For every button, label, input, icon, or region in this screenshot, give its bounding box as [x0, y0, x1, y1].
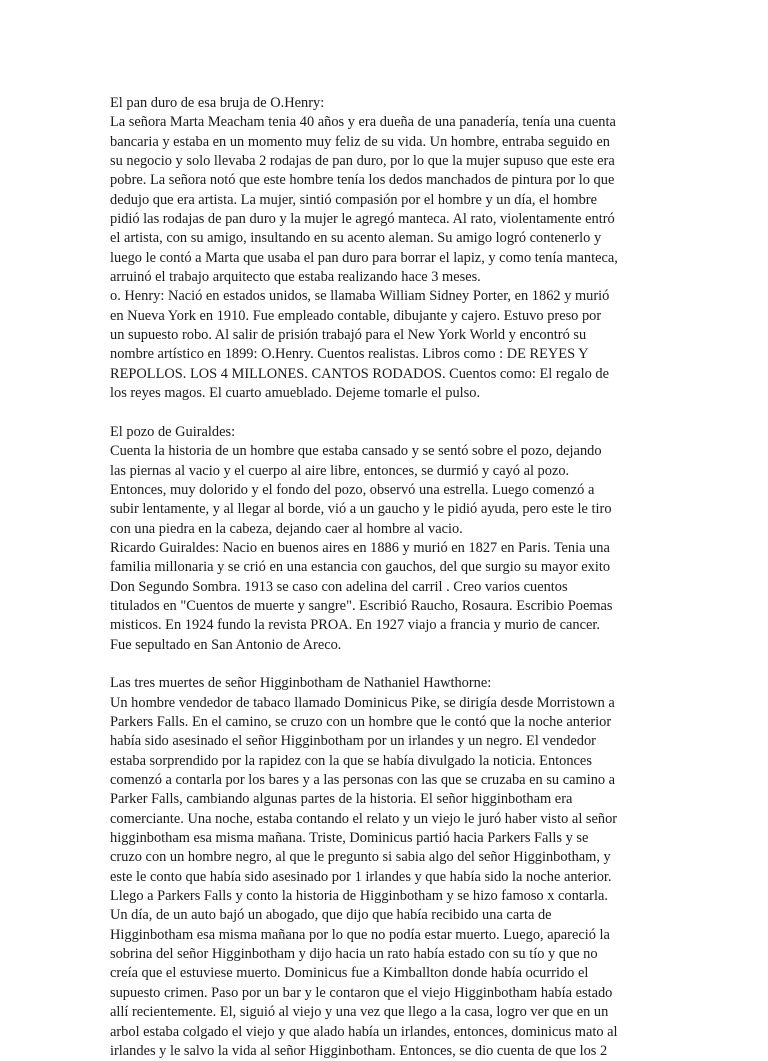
text-line: sobrina del señor Higginbotham y dijo hacia un rato había estado con su tío y que no [110, 946, 598, 963]
text-line: o. Henry: Nació en estados unidos, se llamaba William Sidney Porter, en 1862 y murió [110, 288, 610, 305]
section [110, 674, 728, 1061]
text-line: higginbotham esa misma mañana. Triste, Dominicus partió hacia Parkers Falls y se [110, 830, 589, 847]
text-line: Higginbotham esa misma mañana por lo que no podía estar muerto. Luego, apareció la [110, 926, 610, 943]
text-line: el artista, con su amigo, insultando en su acento aleman. Su amigo logró contenerlo y [110, 230, 602, 247]
text-line: Don Segundo Sombra. 1913 se caso con adelina del carril . Creo varios cuentos [110, 578, 568, 595]
text-line: cruzo con un hombre negro, al que le pregunto si sabia algo del señor Higginbotham, y [110, 849, 611, 866]
text-line: arruinó el trabajo arquitecto que estaba realizando hace 3 meses. [110, 269, 481, 286]
text-line: pidió las rodajas de pan duro y la mujer le agregó manteca. Al rato, violentamente entró [110, 211, 615, 228]
text-line: La señora Marta Meacham tenia 40 años y era dueña de una panadería, tenía una cuenta [110, 114, 616, 131]
text-line: Un hombre vendedor de tabaco llamado Dominicus Pike, se dirigía desde Morristown a [110, 694, 615, 711]
text-line: dedujo que era artista. La mujer, sintió compasión por el hombre y un día, el hombre [110, 191, 597, 208]
text-line: su negocio y solo llevaba 2 rodajas de pan duro, por lo que la mujer supuso que este era [110, 153, 615, 170]
paragraph-gap [110, 404, 728, 423]
text-line: había sido asesinado el señor Higginbotham por un irlandes y un negro. El vendedor [110, 733, 596, 750]
text-line: familia millonaria y se crió en una estancia con gauchos, del que surgio su mayor exito [110, 559, 611, 576]
text-line: Entonces, muy dolorido y el fondo del pozo, observó una estrella. Luego comenzó a [110, 481, 595, 498]
section-heading: El pozo de Guiraldes: [110, 423, 236, 440]
text-line: titulados en "Cuentos de muerte y sangre". Escribió Raucho, Rosaura. Escribio Poemas [110, 597, 613, 614]
text-line: Parkers Falls. En el camino, se cruzo con un hombre que le contó que la noche anterior [110, 714, 612, 730]
text-line: arbol estaba colgado el viejo y que alado había un irlandes, entonces, dominicus mato al [110, 1023, 618, 1040]
section [110, 423, 728, 655]
text-line: Parker Falls, cambiando algunas partes de la historia. El señor higginbotham era [110, 791, 573, 808]
text-line: las piernas al vacio y el cuerpo al aire libre, entonces, se durmió y cayó al pozo. [110, 462, 570, 479]
text-line: REPOLLOS. LOS 4 MILLONES. CANTOS RODADOS. Cuentos como: El regalo de [110, 365, 609, 382]
text-line: supuesto crimen. Paso por un bar y le contaron que el viejo Higginbotham había estado [110, 984, 613, 1001]
text-line: bancaria y estaba en un momento muy feliz de su vida. Un hombre, entraba seguido en [110, 133, 610, 150]
paragraph-gap [110, 655, 728, 674]
text-line: Ricardo Guiraldes: Nacio en buenos aires en 1886 y murió en 1827 en Paris. Tenia una [110, 539, 610, 556]
text-line: Fue sepultado en San Antonio de Areco. [110, 636, 342, 653]
text-line: Cuenta la historia de un hombre que estaba cansado y se sentó sobre el pozo, dejando [110, 443, 602, 460]
text-line: un supuesto robo. Al salir de prisión trabajó para el New York World y encontró su [110, 327, 587, 344]
text-line: Un día, de un auto bajó un abogado, que dijo que había recibido una carta de [110, 907, 552, 924]
text-line: creía que el estuviese muerto. Dominicus fue a Kimballton donde había ocurrido el [110, 965, 589, 982]
section-heading: Las tres muertes de señor Higginbotham de Nathaniel Hawthorne: [110, 675, 492, 692]
text-line: allí recientemente. El, siguió al viejo y una vez que llego a la casa, logro ver que en un [110, 1004, 609, 1021]
text-line: con una piedra en la cabeza, dejando caer al hombre al vacio. [110, 520, 463, 537]
text-line: luego le contó a Marta que usaba el pan duro para borrar el lapiz, y como tenía manteca, [110, 249, 618, 266]
text-line: pobre. La señora notó que este hombre tenía los dedos manchados de pintura por lo que [110, 172, 615, 189]
text-line: subir lentamente, y al llegar al borde, vió a un gaucho y le pidió ayuda, pero este le tiro [110, 501, 612, 518]
section [110, 94, 728, 404]
text-line: misticos. En 1924 fundo la revista PROA. En 1927 viajo a francia y murio de cancer. [110, 617, 600, 634]
text-line: comenzó a contarla por los bares y a las personas con las que se cruzaba en su camino a [110, 772, 616, 789]
text-line: en Nueva York en 1910. Fue empleado contable, dibujante y cajero. Estuvo preso por [110, 307, 602, 324]
text-line: comerciante. Una noche, estaba contando el relato y un viejo le juró haber visto al señor [110, 810, 618, 827]
text-line: nombre artístico en 1899: O.Henry. Cuentos realistas. Libros como : DE REYES Y [110, 346, 589, 363]
document-body [110, 94, 728, 1061]
section-heading: El pan duro de esa bruja de O.Henry: [110, 95, 325, 111]
text-line: Llego a Parkers Falls y conto la historia de Higginbotham y se hizo famoso x contarla. [110, 888, 608, 905]
text-line: este le conto que había sido asesinado por 1 irlandes y que había sido la noche anterior. [110, 868, 612, 885]
text-line: los reyes magos. El cuarto amueblado. Dejeme tomarle el pulso. [110, 385, 481, 402]
text-line: irlandes y le salvo la vida al señor Higginbotham. Entonces, se dio cuenta de que los 2 [110, 1042, 608, 1059]
text-line: estaba sorprendido por la rapidez con la que se había divulgado la noticia. Entonces [110, 752, 592, 769]
